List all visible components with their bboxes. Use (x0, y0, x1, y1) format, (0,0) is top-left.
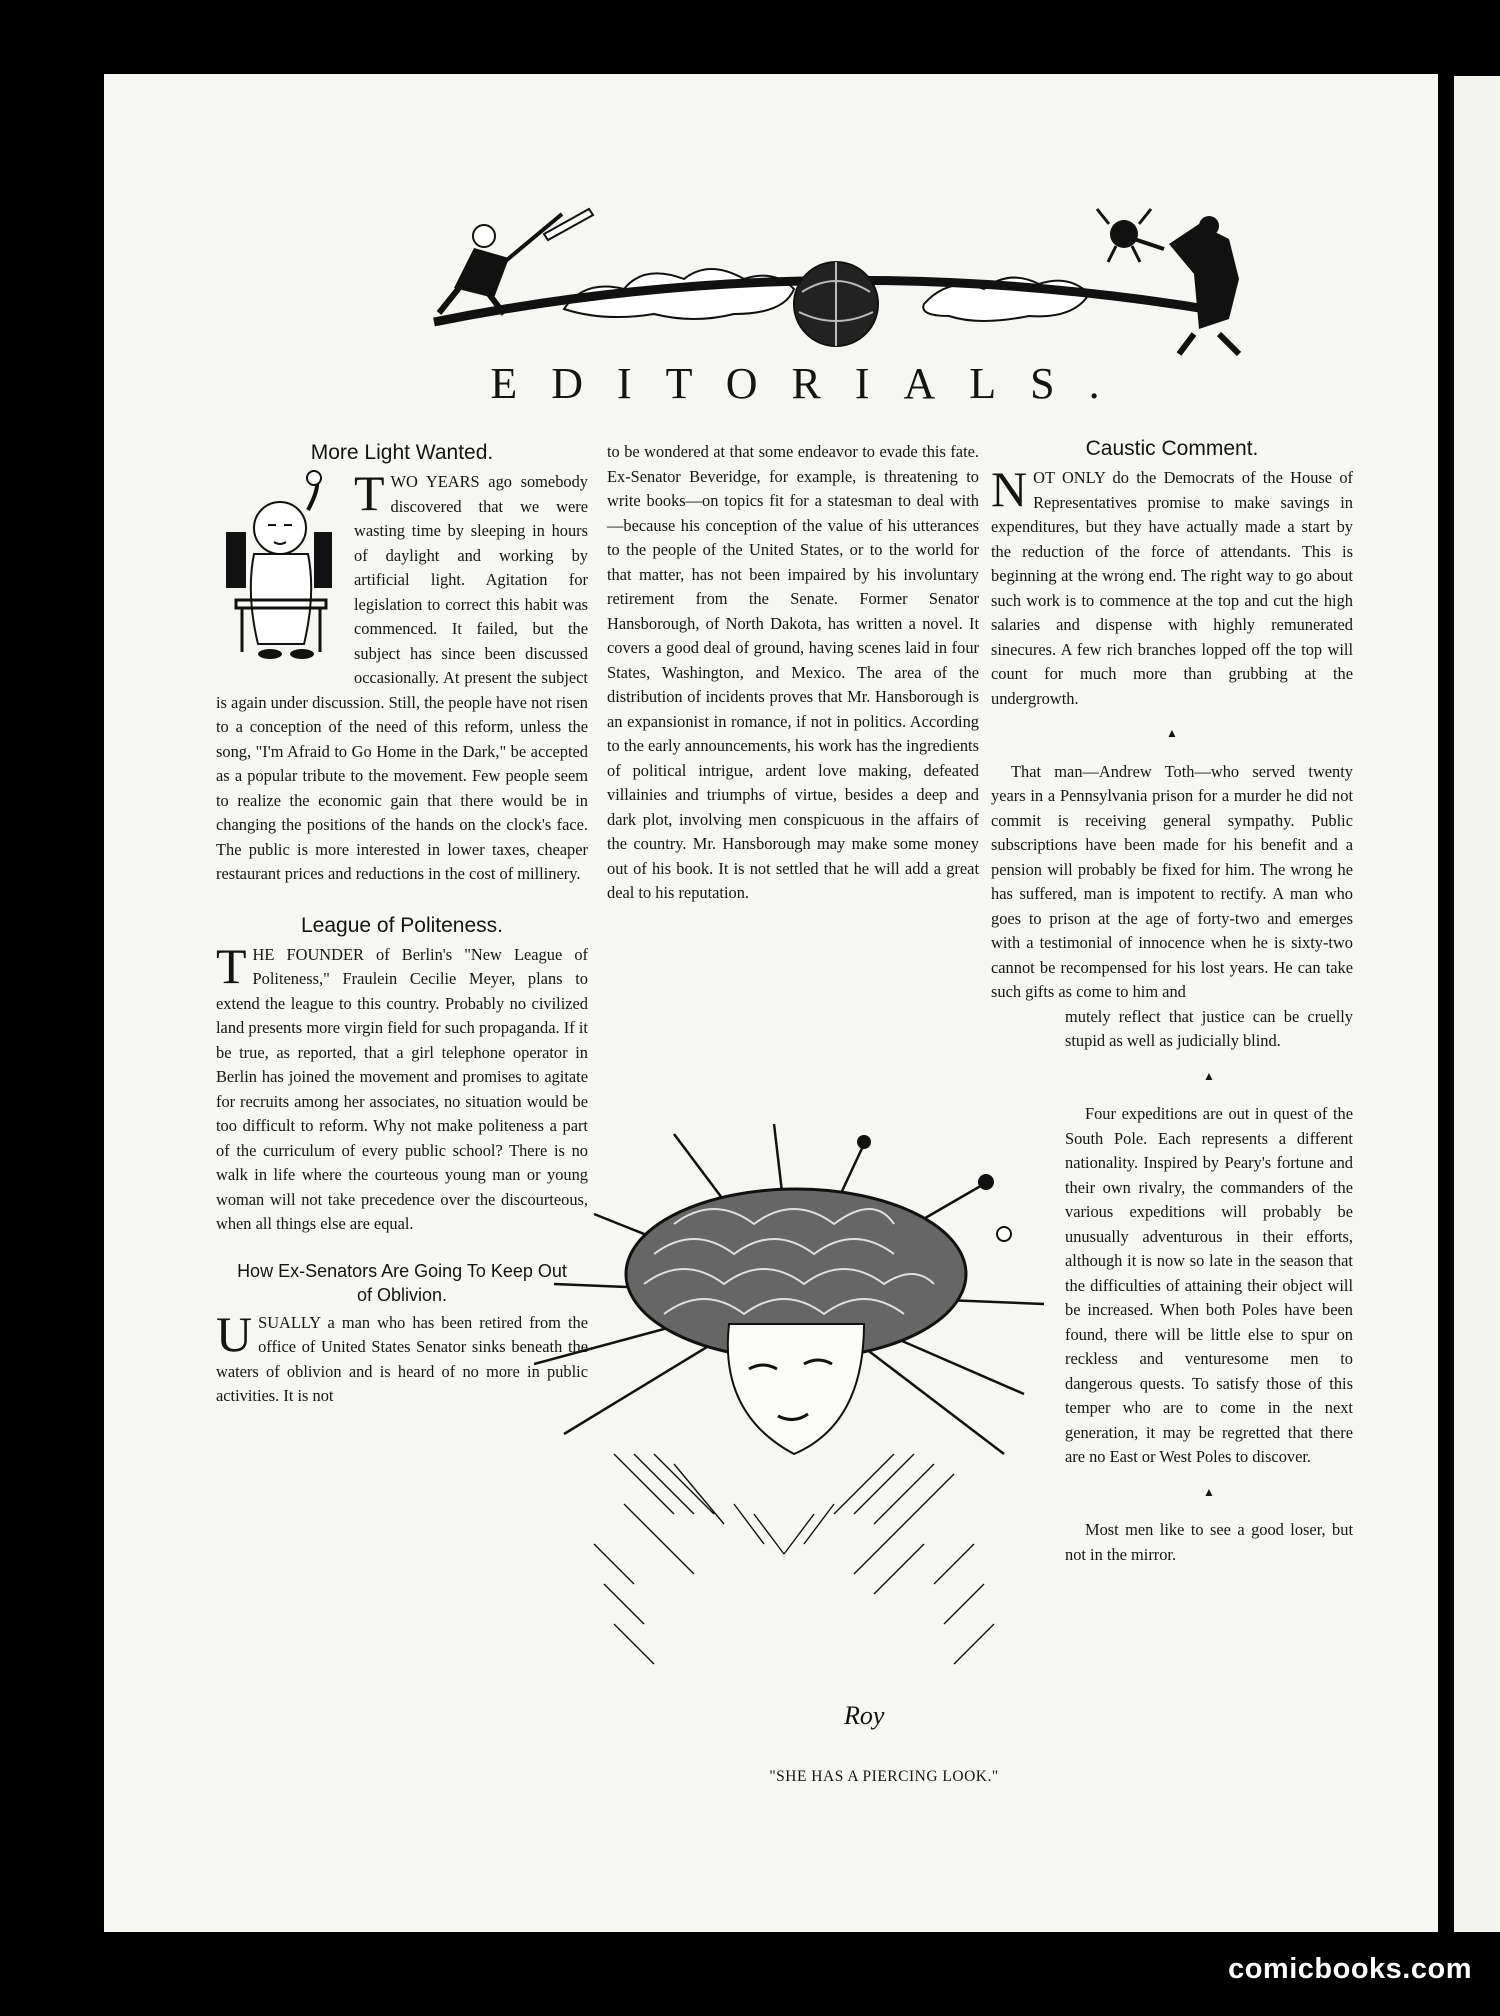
caustic-comment-paragraph-4: Most men like to see a good loser, but not in the mirror. (1065, 1520, 1353, 1564)
heading-ex-senators: How Ex-Senators Are Going To Keep Out of Oblivion. (237, 1260, 567, 1305)
heading-more-light: More Light Wanted. (310, 441, 494, 464)
column-2 (607, 440, 979, 906)
portrait-illustration (216, 470, 346, 666)
ornament-divider: ▲ (1203, 1068, 1215, 1083)
caustic-comment-paragraph-2b: mutely reflect that justice can be cruelly stupid as well as judicially blind. (1065, 1006, 1353, 1050)
drop-cap: T (216, 937, 247, 994)
caustic-comment-paragraph-1: OT ONLY do the Democrats of the House of Representatives promise to make savings in expenditures, but they have actually made a start by the reduction of the force of attendants. This is beginning at the wrong end. The right way to go about such work is to commence at the top and cut the high salaries and dispense with highly remunerated sinecures. A few rich branches lopped off the top will count for much more than grubbing at the undergrowth. (991, 468, 1353, 708)
watermark: comicbooks.com (1228, 1953, 1472, 1985)
masthead-title: EDITORIALS. (490, 359, 1134, 408)
woman-pinned-hat-illustration (534, 1124, 1054, 1760)
ornament-divider: ▲ (1166, 726, 1178, 740)
drop-cap: N (991, 461, 1028, 517)
masthead-illustration (404, 204, 1304, 364)
illustration-signature: Roy (844, 1701, 885, 1730)
caustic-comment-paragraph-2: That man—Andrew Toth—who served twenty years in a Pennsylvania prison for a murder he did not commit is receiving general sympathy. Public subscriptions have been made for his benefit and a pension will probably be fixed for him. The wrong he has suffered, man is impotent to rectify. A man who goes to prison at the age of forty-two and emerges with a testimonial of innocence when he is sixty-two cannot be recompensed for his lost years. He can take such gifts as come to him and (991, 761, 1353, 1001)
drop-cap: T (354, 465, 385, 521)
heading-caustic-comment: Caustic Comment. (1085, 437, 1259, 460)
illustration-caption: "SHE HAS A PIERCING LOOK." (769, 1768, 999, 1785)
article-ex-senators-continued: to be wondered at that some endeavor to evade this fate. Ex-Senator Beveridge, for example, is threatening to write books—on topics fit for a statesman to deal with—because his conception of the value of his utterances to the people of the United States, or to the world for that matter, has not been impaired by his involuntary retirement from the Senate. Former Senator Hansborough, of North Dakota, has written a novel. It covers a good deal of ground, having scenes laid in four States, Washington, and Mexico. The area of the distribution of incidents proves that Mr. Hansborough is an expansionist in romance, if not in politics. According to the early announcements, his work has the ingredients of political intrigue, ardent love making, defeated villainies and triumphs of virtue, besides a deep and dark plot, involving men conspicuous in the affairs of the country. Mr. Hansborough may make some money out of his book. It is not settled that he will add a great deal to his reputation. (607, 442, 979, 902)
heading-league-politeness: League of Politeness. (301, 913, 503, 937)
magazine-page (104, 74, 1438, 1932)
article-more-light-body: WO YEARS ago somebody discovered that we were wasting time by sleeping in hours of daylight and working by artificial light. Agitation for legislation to correct this habit was commenced. It failed, but the subject has since been discussed occasionally. At present the subject is again under discussion. Still, the people have not risen to a conception of the need of this reform, unless the song, "I'm Afraid to Go Home in the Dark," be accepted as a popular tribute to the movement. Few people seem to realize the economic gain that there would be in changing the positions of the hands on the clock's face. The public is more interested in lower taxes, cheaper restaurant prices and reductions in the cost of millinery. (216, 472, 588, 883)
facing-page-edge (1454, 76, 1500, 1932)
column-1 (216, 440, 588, 1409)
ornament-divider: ▲ (1203, 1484, 1215, 1499)
article-league-body: HE FOUNDER of Berlin's "New League of Politeness," Fraulein Cecilie Meyer, plans to extend the league to this country. Probably no civilized land presents more virgin field for such propaganda. If it be true, as reported, that a girl telephone operator in Berlin has joined the movement and promises to agitate for recruits among her associates, no situation would be too difficult to reform. Why not make politeness a part of the curriculum of every public school? There is no walk in life where the courteous young man or young woman will not take precedence over the discourteous, when all things else are equal. (216, 944, 588, 1233)
article-ex-senators-body: SUALLY a man who has been retired from the office of United States Senator sinks beneath the waters of oblivion and is heard of no more in public activities. It is not (216, 1312, 588, 1405)
caustic-comment-paragraph-3: Four expeditions are out in quest of the South Pole. Each represents a different nationality. Inspired by Peary's fortune and their own rivalry, the commanders of the various expeditions will probably be unusually adventurous in their efforts, although it is now so late in the season that the difficulties of attaining their object will be increased. When both Poles have been found, there will be little else to spur on reckless and venturesome men to dangerous quests. To satisfy those of this temper who are to come in the next generation, it may be regretted that there are no East or West Poles to discover. (1065, 1104, 1353, 1466)
drop-cap: U (216, 1305, 253, 1362)
